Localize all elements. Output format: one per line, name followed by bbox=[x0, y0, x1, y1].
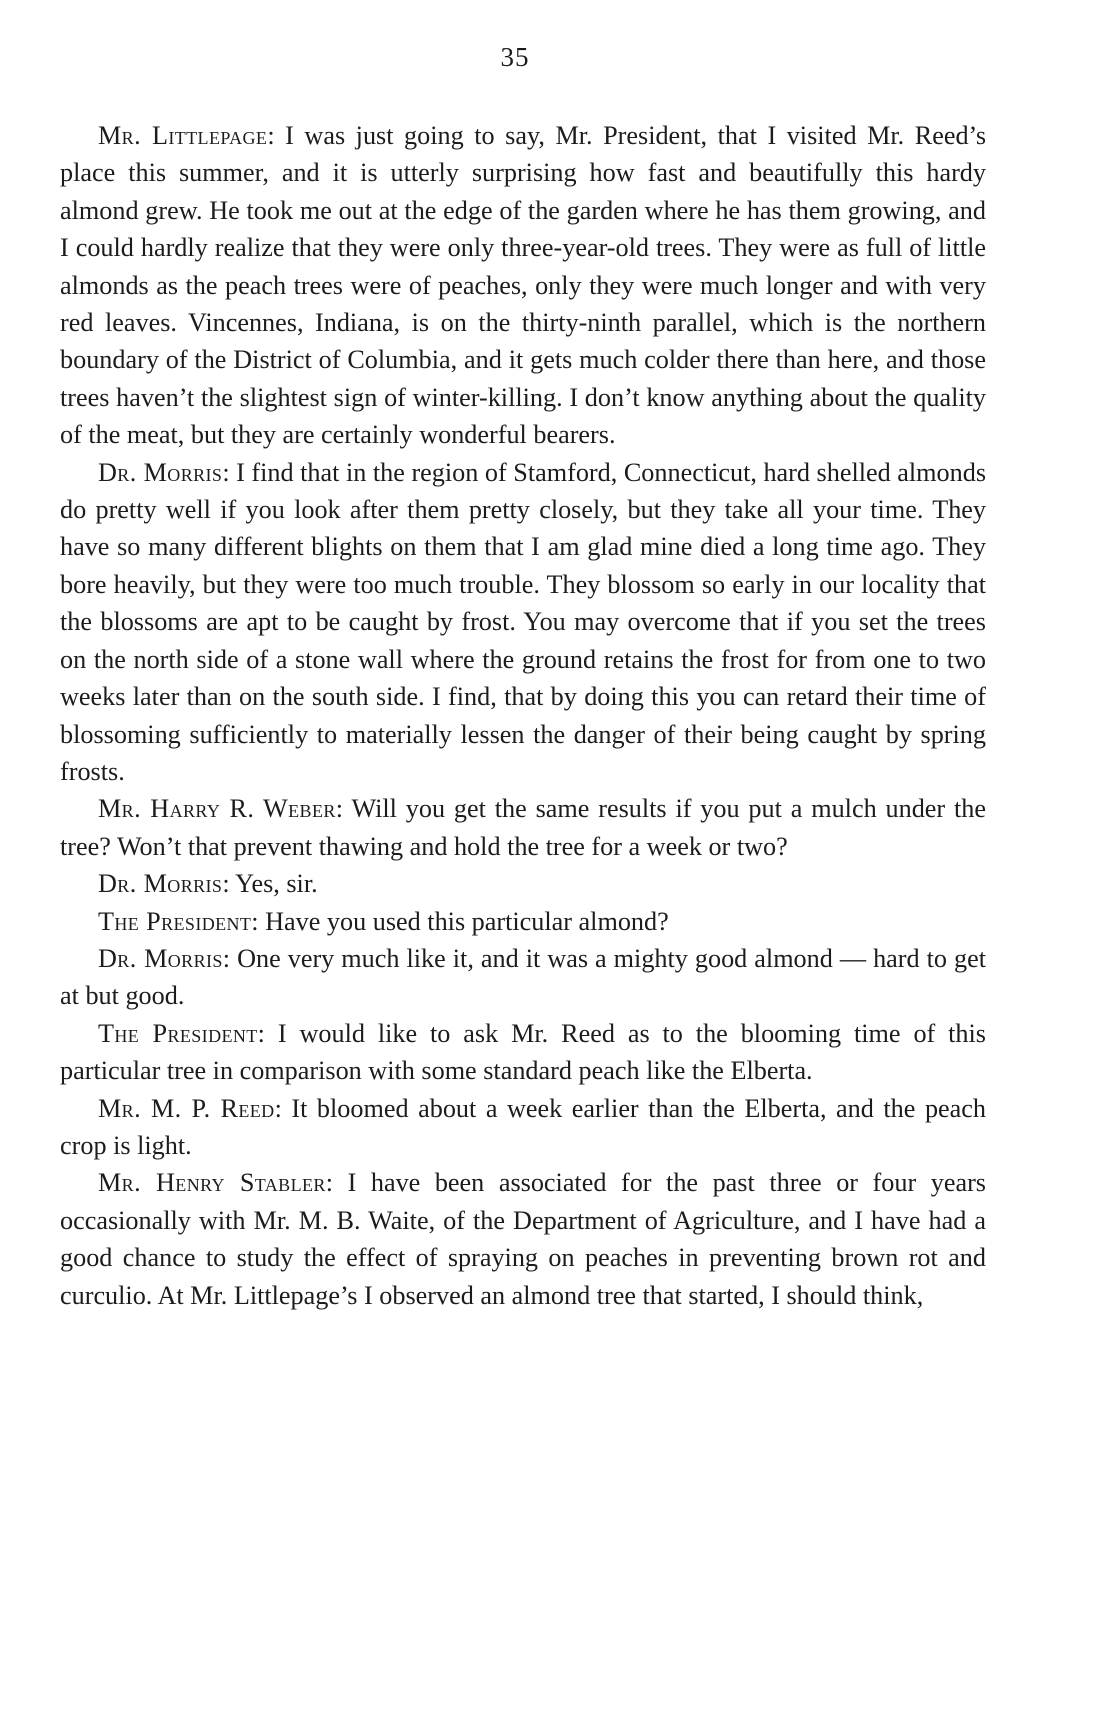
paragraph-text: One very much like it, and it was a mighty good almond — hard to get at but good. bbox=[60, 943, 986, 1011]
speaker-separator: : bbox=[335, 794, 352, 824]
speaker-separator: : bbox=[267, 121, 286, 150]
speaker-name: The President bbox=[98, 906, 252, 936]
paragraph-text: Will you get the same results if you put a mulch under the tree? Won’t that prevent thawing and hold the tree for a week or two? bbox=[60, 794, 986, 861]
speaker-separator: : bbox=[222, 869, 236, 899]
speaker-separator: : bbox=[274, 1093, 292, 1123]
paragraph-text: I would like to ask Mr. Reed as to the blooming time of this particular tree in comparison with some standard peach like the Elberta. bbox=[60, 1018, 986, 1086]
body-text bbox=[60, 117, 986, 1314]
speaker-name: Mr. Henry Stabler bbox=[98, 1168, 326, 1198]
paragraph-reed bbox=[60, 1090, 986, 1165]
paragraph-weber bbox=[60, 790, 986, 865]
paragraph-littlepage bbox=[60, 117, 986, 454]
speaker-separator: : bbox=[325, 1168, 348, 1198]
speaker-name: Mr. M. P. Reed bbox=[98, 1093, 275, 1123]
speaker-name: Dr. Morris bbox=[98, 943, 223, 973]
speaker-name: Mr. Harry R. Weber bbox=[98, 794, 336, 824]
paragraph-text: I was just going to say, Mr. President, that I visited Mr. Reed’s place this summer, and it is utterly surprising how fast and beautifully this hardy almond grew. He took me out at the edge of the garden where he has them growing, and I could hardly realize that they were only three-year-old trees. They were as full of little almonds as the peach trees were of peaches, only they were much longer and with very red leaves. Vincennes, Indiana, is on the thirty-ninth parallel, which is the northern boundary of the District of Columbia, and it gets much colder there than here, and those trees haven’t the slightest sign of winter-killing. I don’t know anything about the quality of the meat, but they are certainly wonderful bearers. bbox=[60, 121, 987, 450]
paragraph-morris-1 bbox=[60, 454, 986, 791]
speaker-name: The President bbox=[98, 1018, 258, 1048]
paragraph-text: It bloomed about a week earlier than the Elberta, and the peach crop is light. bbox=[60, 1093, 987, 1160]
paragraph-president-2 bbox=[60, 1015, 986, 1090]
speaker-separator: : bbox=[222, 943, 238, 973]
speaker-name: Dr. Morris bbox=[98, 869, 223, 899]
speaker-name: Dr. Morris bbox=[98, 457, 223, 487]
paragraph-stabler bbox=[60, 1164, 986, 1314]
page-number: 35 bbox=[500, 42, 530, 72]
speaker-name: Mr. Littlepage bbox=[98, 121, 268, 150]
paragraph-morris-2 bbox=[60, 865, 986, 902]
speaker-separator: : bbox=[257, 1018, 278, 1048]
paragraph-text: Have you used this particular almond? bbox=[265, 906, 669, 936]
paragraph-president-1 bbox=[60, 903, 986, 940]
paragraph-morris-3 bbox=[60, 940, 986, 1015]
paragraph-text: Yes, sir. bbox=[235, 869, 318, 899]
speaker-separator: : bbox=[251, 906, 266, 936]
paragraph-text: I find that in the region of Stamford, Connecticut, hard shelled almonds do pretty well if you look after them pretty closely, but they take all your time. They have so many different blights on them that I am glad mine died a long time ago. They bore heavily, but they were too much trouble. They blossom so early in our locality that the blossoms are apt to be caught by frost. You may overcome that if you set the trees on the north side of a stone wall where the ground retains the frost for from one to two weeks later than on the south side. I find, that by doing this you can retard their time of blossoming sufficiently to materially lessen the danger of their being caught by spring frosts. bbox=[60, 457, 987, 786]
paragraph-text: I have been associated for the past three or four years occasionally with Mr. M. B. Waite, of the Department of Agriculture, and I have had a good chance to study the effect of spraying on peaches in preventing brown rot and curculio. At Mr. Littlepage’s I observed an almond tree that started, I should think, bbox=[60, 1168, 986, 1310]
speaker-separator: : bbox=[222, 457, 237, 487]
